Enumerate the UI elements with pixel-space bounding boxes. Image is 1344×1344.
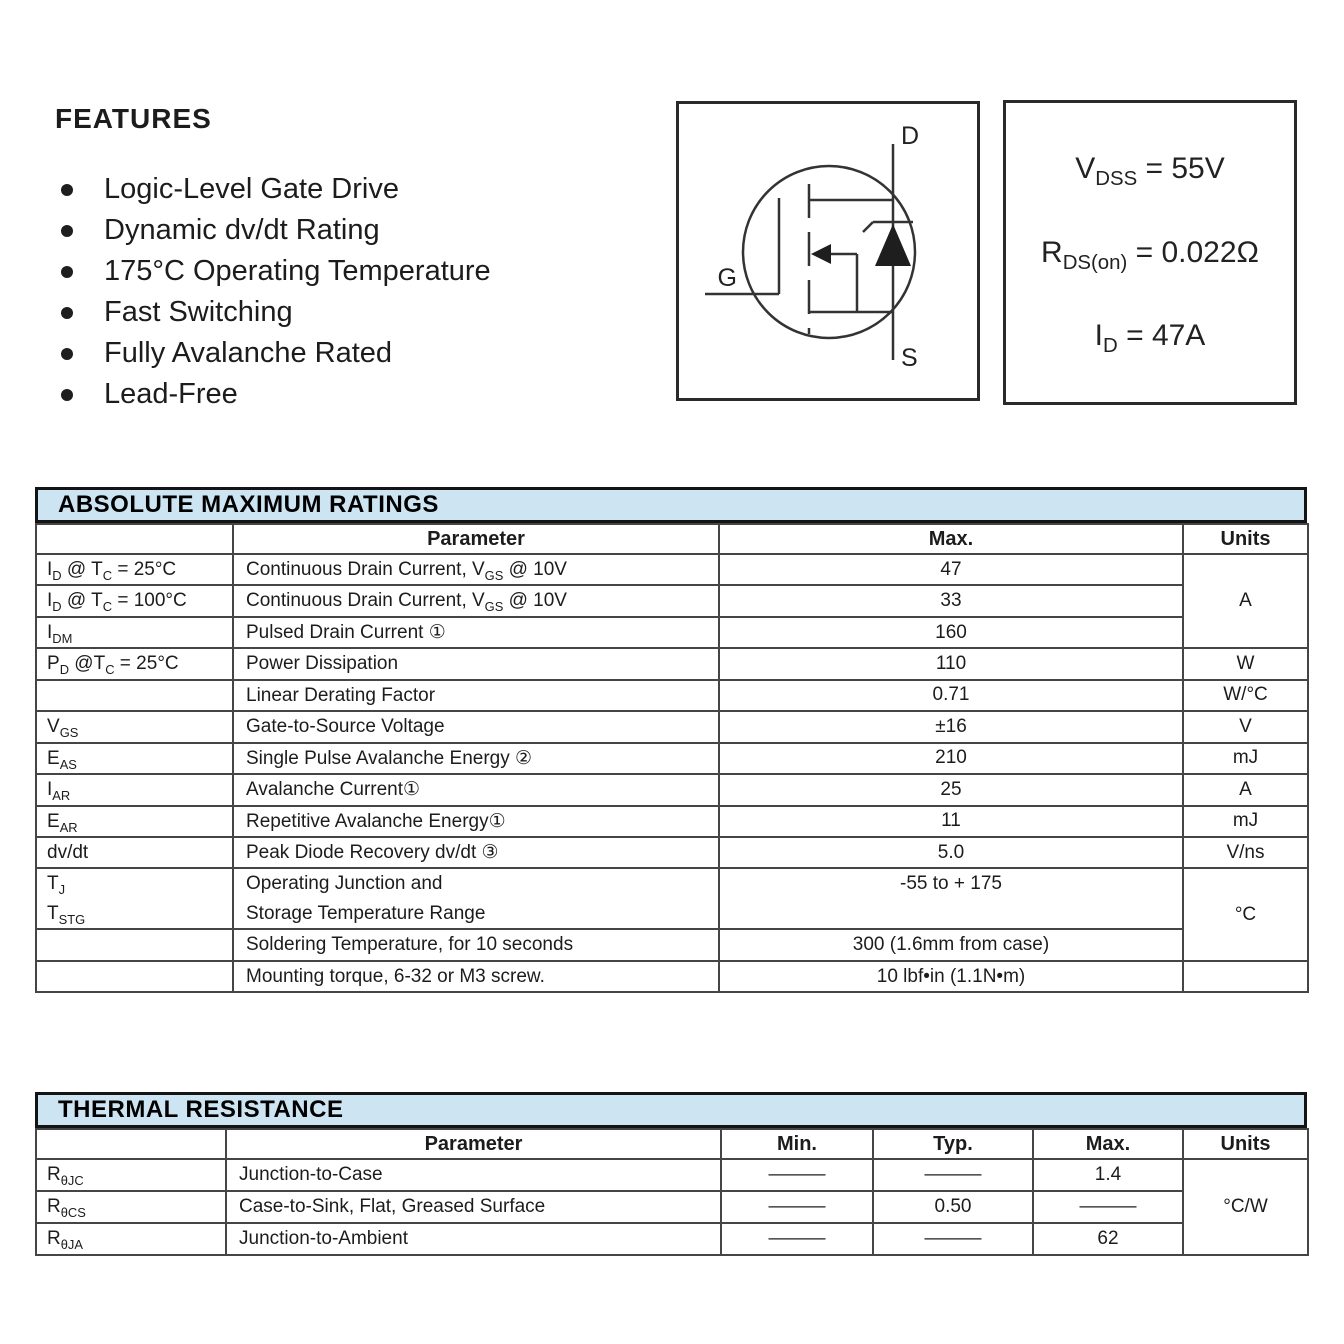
pin-label-source: S (901, 344, 918, 372)
table-row (36, 774, 1308, 805)
max-cell: 110 (719, 648, 1183, 679)
amr-header-row (36, 524, 1308, 554)
max-cell: 300 (1.6mm from case) (719, 929, 1183, 960)
units-cell: °C (1183, 868, 1308, 960)
symbol-cell (36, 929, 233, 960)
symbol-column-header (36, 524, 233, 554)
parameter-cell: Junction-to-Ambient (226, 1223, 721, 1255)
units-cell: A (1183, 774, 1308, 805)
table-row (36, 961, 1308, 992)
feature-item-label: Fully Avalanche Rated (104, 337, 393, 369)
feature-item (55, 374, 635, 415)
table-row (36, 1223, 1308, 1255)
symbol-cell: $T_J$ $T_{STG}$ (36, 868, 233, 929)
max-cell: 11 (719, 806, 1183, 837)
parameter-cell: Repetitive Avalanche Energy① (233, 806, 719, 837)
units-cell: V (1183, 711, 1308, 742)
bullet-icon (61, 225, 73, 237)
parameter-cell: Pulsed Drain Current ① (233, 617, 719, 648)
bullet-icon (61, 266, 73, 278)
table-row (36, 680, 1308, 711)
min-column-header: Min. (721, 1129, 873, 1159)
units-cell: W (1183, 648, 1308, 679)
feature-item-label: Lead-Free (104, 378, 238, 410)
feature-item (55, 169, 635, 210)
table-row (36, 711, 1308, 742)
units-cell: mJ (1183, 743, 1308, 774)
table-row (36, 617, 1308, 648)
parameter-cell: Operating Junction and Storage Temperature Range (233, 868, 719, 929)
pin-label-drain: D (901, 122, 920, 150)
parameter-cell: Avalanche Current① (233, 774, 719, 805)
parameter-cell: Continuous Drain Current, $V_{GS}$ @ 10V (233, 585, 719, 616)
typ-cell: 0.50 (873, 1191, 1033, 1223)
symbol-cell: $I_{DM}$ (36, 617, 233, 648)
symbol-cell (36, 961, 233, 992)
symbol-cell: $R_{\theta CS}$ (36, 1191, 226, 1223)
parameter-cell: Junction-to-Case (226, 1159, 721, 1191)
mosfet-symbol-diagram (679, 104, 971, 392)
bullet-icon (61, 184, 73, 196)
parameter-cell: Power Dissipation (233, 648, 719, 679)
feature-item (55, 333, 635, 374)
units-cell: °C/W (1183, 1159, 1308, 1255)
units-cell: mJ (1183, 806, 1308, 837)
parameter-column-header: Parameter (226, 1129, 721, 1159)
pin-label-gate: G (717, 264, 737, 292)
features-title: FEATURES (55, 103, 212, 134)
symbol-cell: $I_D$ @ $T_C = 25^\circ C$ (36, 554, 233, 585)
min-cell: ——— (721, 1223, 873, 1255)
parameter-cell: Linear Derating Factor (233, 680, 719, 711)
max-cell: 25 (719, 774, 1183, 805)
table-row (36, 554, 1308, 585)
symbol-cell: $I_{AR}$ (36, 774, 233, 805)
feature-item-label: Dynamic dv/dt Rating (104, 214, 380, 246)
symbol-cell: $P_D$ $@T_C = 25^\circ C$ (36, 648, 233, 679)
max-cell: 33 (719, 585, 1183, 616)
thermal-title-bar: THERMAL RESISTANCE (35, 1092, 1307, 1128)
absolute-maximum-ratings-section (35, 487, 1307, 993)
typ-cell: ——— (873, 1159, 1033, 1191)
table-row (36, 585, 1308, 616)
bullet-icon (61, 348, 73, 360)
units-cell (1183, 961, 1308, 992)
min-cell: ——— (721, 1159, 873, 1191)
max-cell: 47 (719, 554, 1183, 585)
thermal-table (35, 1128, 1309, 1256)
symbol-cell: $I_D$ @ $T_C = 100^\circ C$ (36, 585, 233, 616)
units-column-header: Units (1183, 524, 1308, 554)
max-cell: 10 lbf•in (1.1N•m) (719, 961, 1183, 992)
table-row (36, 648, 1308, 679)
table-row (36, 743, 1308, 774)
max-cell: 210 (719, 743, 1183, 774)
typ-column-header: Typ. (873, 1129, 1033, 1159)
parameter-cell: Peak Diode Recovery dv/dt ③ (233, 837, 719, 868)
max-cell: 5.0 (719, 837, 1183, 868)
max-column-header: Max. (719, 524, 1183, 554)
feature-item (55, 251, 635, 292)
thermal-resistance-section (35, 1092, 1307, 1256)
spec-vdss: $V_{DSS} = 55V$ (1075, 152, 1225, 191)
diode-icon (875, 224, 911, 266)
amr-table (35, 523, 1309, 993)
typ-cell: ——— (873, 1223, 1033, 1255)
symbol-cell: $E_{AR}$ (36, 806, 233, 837)
parameter-cell: Soldering Temperature, for 10 seconds (233, 929, 719, 960)
parameter-cell: Case-to-Sink, Flat, Greased Surface (226, 1191, 721, 1223)
table-row (36, 1159, 1308, 1191)
features-section (55, 103, 635, 415)
amr-title-bar: ABSOLUTE MAXIMUM RATINGS (35, 487, 1307, 523)
units-cell: V/ns (1183, 837, 1308, 868)
max-cell: -55 to + 175 (719, 868, 1183, 929)
max-cell: 0.71 (719, 680, 1183, 711)
parameter-cell: Mounting torque, 6-32 or M3 screw. (233, 961, 719, 992)
arrow-icon (811, 244, 831, 264)
feature-item-label: Logic-Level Gate Drive (104, 173, 399, 205)
table-row (36, 929, 1308, 960)
key-specs-box (1003, 100, 1297, 405)
symbol-cell (36, 680, 233, 711)
max-cell: 1.4 (1033, 1159, 1183, 1191)
feature-item-label: 175°C Operating Temperature (104, 255, 491, 287)
feature-item (55, 292, 635, 333)
bullet-icon (61, 307, 73, 319)
spec-id: $I_D = 47A$ (1094, 318, 1206, 357)
bullet-icon (61, 389, 73, 401)
parameter-cell: Gate-to-Source Voltage (233, 711, 719, 742)
table-row (36, 1191, 1308, 1223)
units-cell: A (1183, 554, 1308, 648)
table-row (36, 868, 1308, 929)
max-column-header: Max. (1033, 1129, 1183, 1159)
thermal-header-row (36, 1129, 1308, 1159)
max-cell: ±16 (719, 711, 1183, 742)
feature-item-label: Fast Switching (104, 296, 293, 328)
symbol-cell: $E_{AS}$ (36, 743, 233, 774)
symbol-cell: $R_{\theta JC}$ (36, 1159, 226, 1191)
symbol-cell: $V_{GS}$ (36, 711, 233, 742)
features-list (55, 169, 635, 415)
units-column-header: Units (1183, 1129, 1308, 1159)
symbol-cell: dv/dt (36, 837, 233, 868)
spec-rdson: $R_{DS(on)} = 0.022\Omega$ (1041, 235, 1259, 274)
symbol-cell: $R_{\theta JA}$ (36, 1223, 226, 1255)
mosfet-symbol-box (676, 101, 980, 401)
symbol-column-header (36, 1129, 226, 1159)
units-cell: W/°C (1183, 680, 1308, 711)
max-cell: ——— (1033, 1191, 1183, 1223)
max-cell: 62 (1033, 1223, 1183, 1255)
feature-item (55, 210, 635, 251)
max-cell: 160 (719, 617, 1183, 648)
parameter-column-header: Parameter (233, 524, 719, 554)
min-cell: ——— (721, 1191, 873, 1223)
parameter-cell: Single Pulse Avalanche Energy ② (233, 743, 719, 774)
table-row (36, 837, 1308, 868)
parameter-cell: Continuous Drain Current, $V_{GS}$ @ 10V (233, 554, 719, 585)
table-row (36, 806, 1308, 837)
